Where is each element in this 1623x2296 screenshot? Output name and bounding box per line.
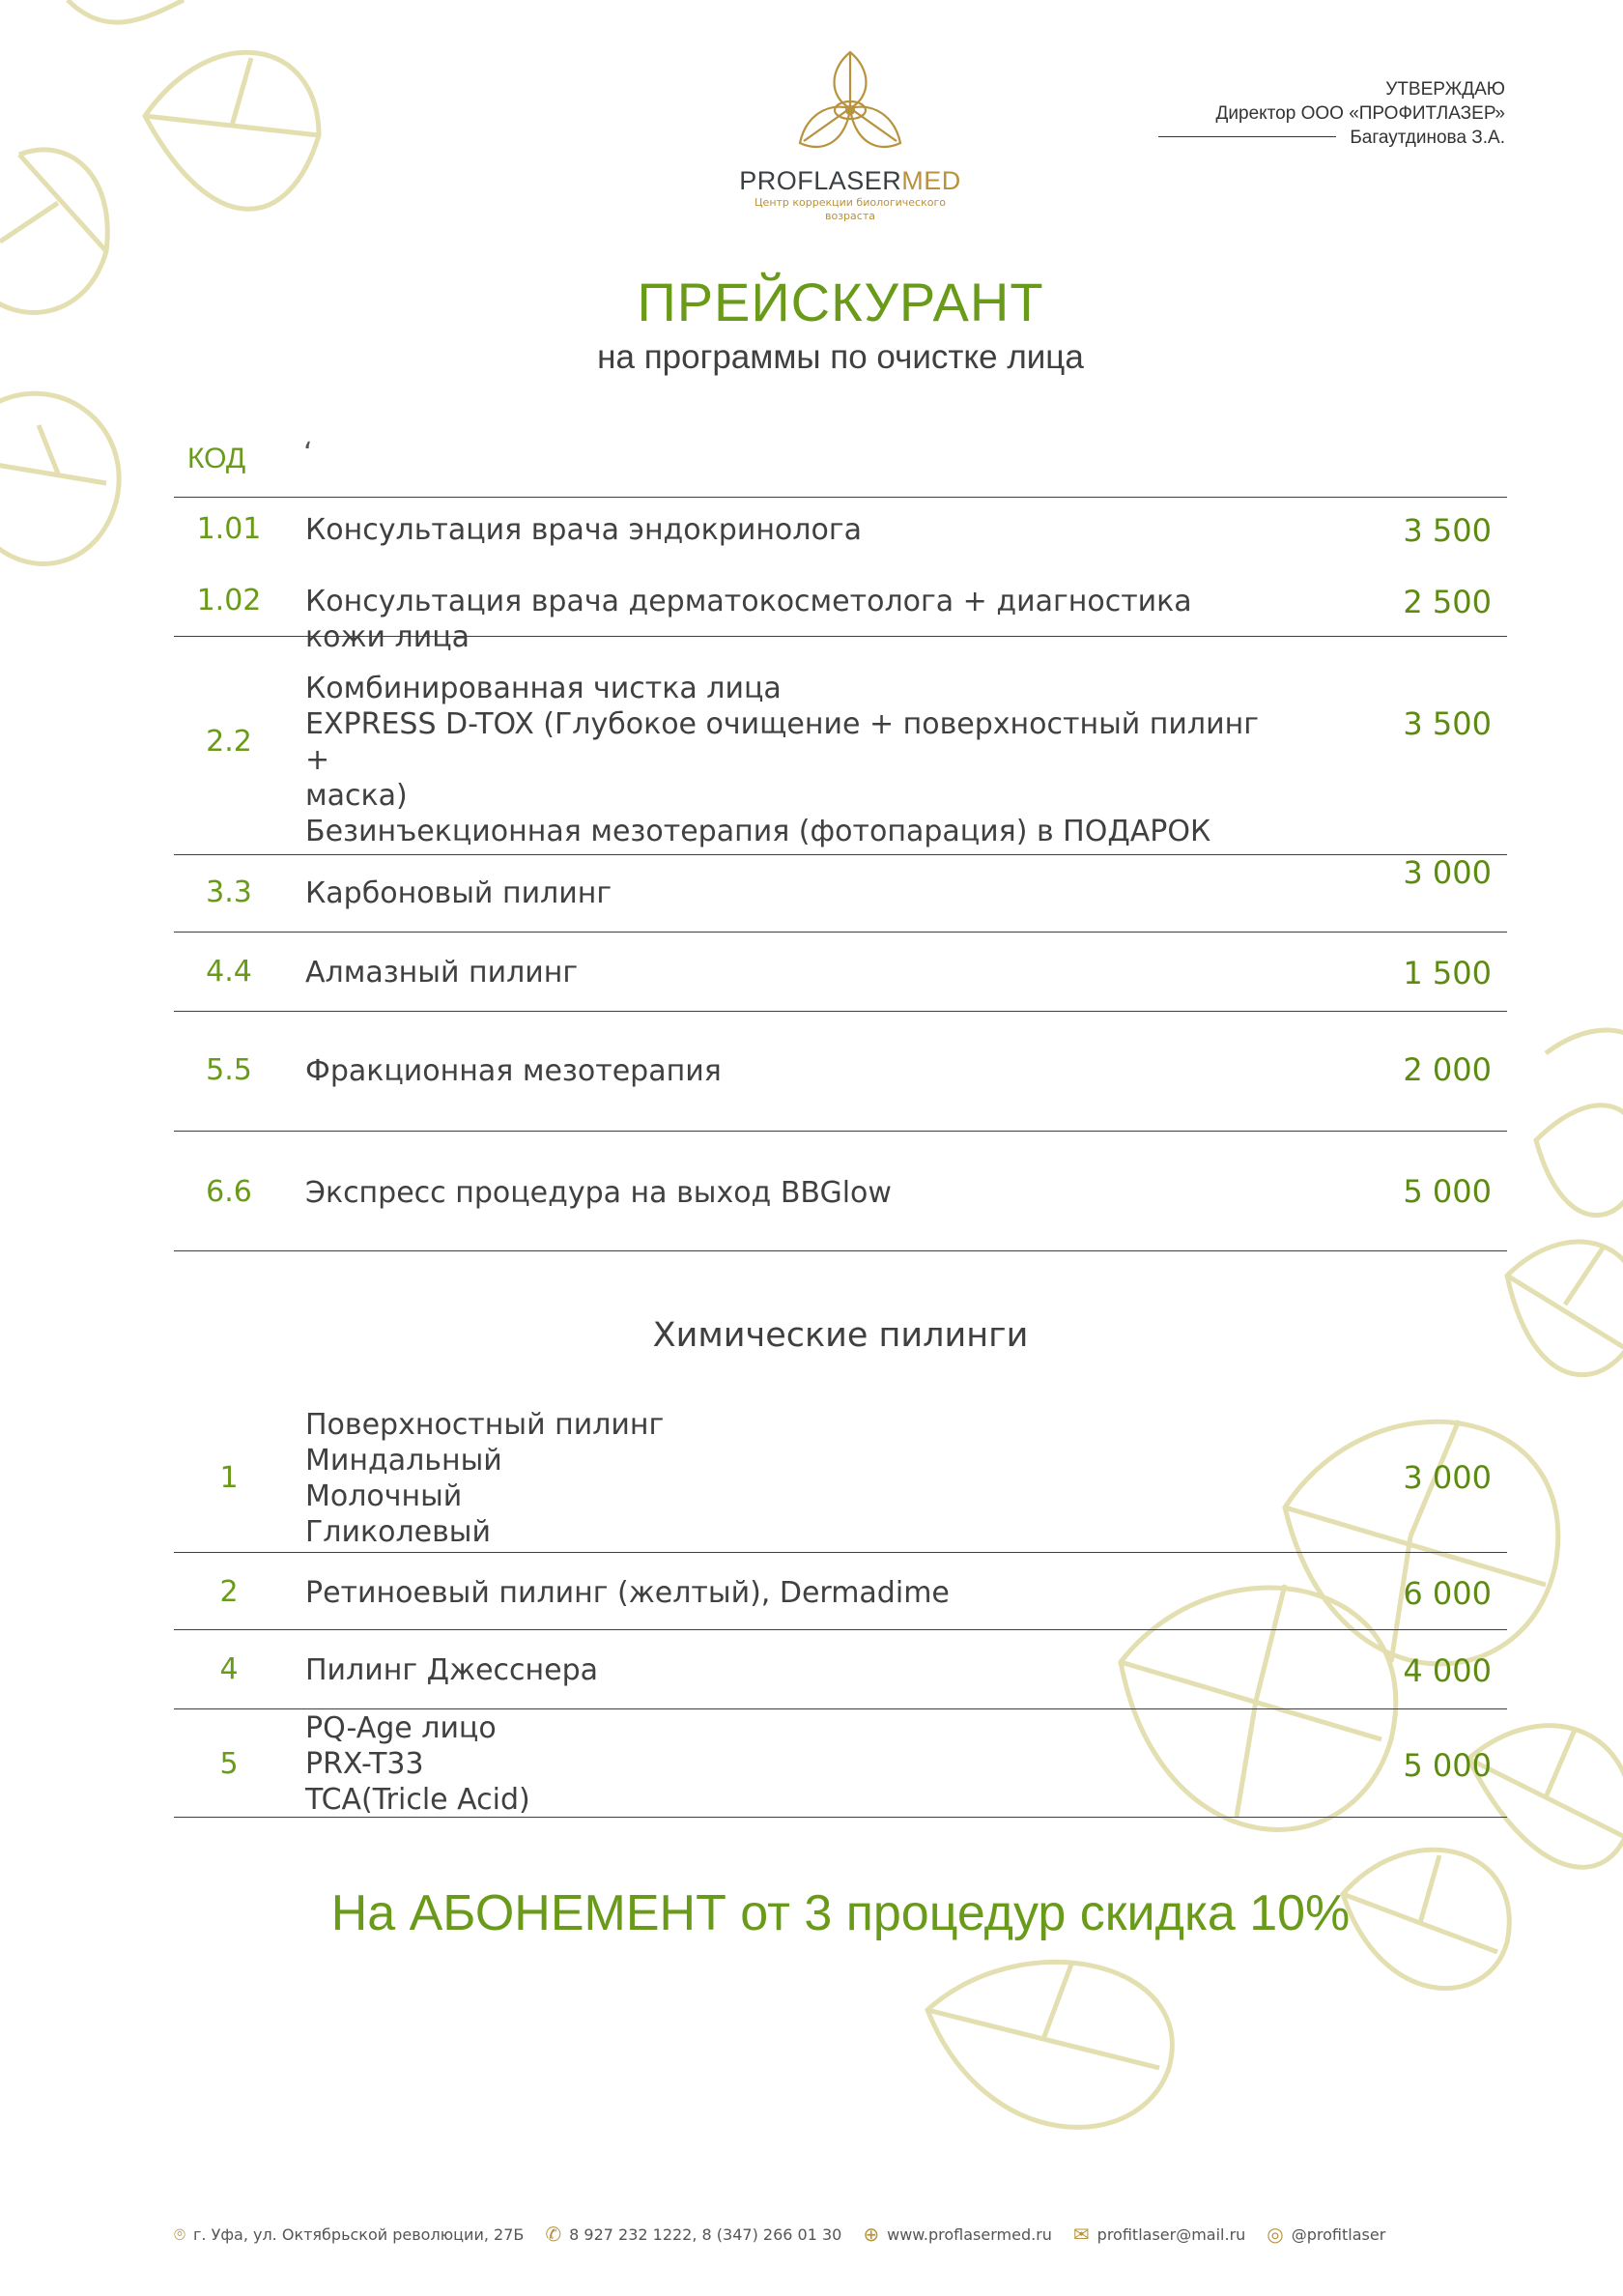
- table-row: [174, 932, 1507, 1013]
- service-code: 4: [219, 1652, 239, 1686]
- footer-website[interactable]: ⊕ www.proflasermed.ru: [863, 2223, 1052, 2246]
- section-title: Химические пилинги: [652, 1316, 1029, 1355]
- service-price: 6 000: [1403, 1575, 1492, 1612]
- service-price: 3 000: [1403, 854, 1492, 891]
- service-name: Поверхностный пилинг Миндальный Молочный Гликолевый: [305, 1408, 665, 1549]
- service-code: 5.5: [206, 1053, 252, 1087]
- service-code: 6.6: [206, 1175, 252, 1209]
- service-price: 3 000: [1403, 1459, 1492, 1496]
- table-row: [174, 1629, 1507, 1708]
- signature-line: [1158, 136, 1336, 137]
- service-price: 5 000: [1403, 1173, 1492, 1210]
- service-name: Экспресс процедура на выход BBGlow: [305, 1176, 892, 1210]
- service-code: 1.02: [196, 584, 262, 617]
- brand-logo: [734, 46, 966, 249]
- service-name: Ретиноевый пилинг (желтый), Dermadime: [305, 1576, 950, 1610]
- instagram-icon: ◎: [1267, 2223, 1284, 2246]
- service-price: 2 500: [1403, 584, 1492, 620]
- service-name: Карбоновый пилинг: [305, 876, 612, 910]
- service-code: 1: [219, 1461, 239, 1495]
- page-title: ПРЕЙСКУРАНТ: [637, 272, 1044, 332]
- globe-icon: ⊕: [863, 2223, 880, 2246]
- table-row: [174, 1708, 1507, 1817]
- approval-signature: Багаутдинова З.А.: [1158, 126, 1505, 150]
- location-pin-icon: ⌾: [174, 2223, 185, 2246]
- footer: [174, 2223, 1468, 2246]
- table-row: [174, 854, 1507, 932]
- table-divider: [174, 1817, 1507, 1818]
- page-subtitle: на программы по очистке лица: [597, 338, 1084, 376]
- table-row: [174, 1011, 1507, 1131]
- promo-banner: На АБОНЕМЕНТ от 3 процедур скидка 10%: [330, 1885, 1351, 1941]
- brand-tagline: Центр коррекции биологического возраста: [755, 196, 946, 222]
- mail-icon: ✉: [1072, 2223, 1090, 2246]
- footer-email[interactable]: ✉ profitlaser@mail.ru: [1072, 2223, 1246, 2246]
- service-code: 3.3: [206, 875, 252, 909]
- service-name: Консультация врача эндокринолога: [305, 513, 862, 547]
- service-name: Алмазный пилинг: [305, 956, 579, 990]
- footer-instagram[interactable]: ◎ @profitlaser: [1267, 2223, 1386, 2246]
- service-price: 3 500: [1403, 512, 1492, 549]
- trinity-logo-icon: [792, 46, 908, 162]
- service-code: 5: [219, 1747, 239, 1781]
- service-price: 3 500: [1403, 705, 1492, 742]
- table-row: [174, 497, 1507, 564]
- table-divider: [174, 1250, 1507, 1251]
- brand-name: PROFLASERMED: [739, 166, 961, 195]
- approval-position: Директор ООО «ПРОФИТЛАЗЕР»: [1215, 103, 1505, 124]
- service-name: Комбинированная чистка лица EXPRESS D-TOX (Глубокое очищение + поверхностный пилинг + маска) Безинъекционная мезотерапия (фотопарация) в ПОДАРОК: [305, 672, 1259, 848]
- service-code: 2.2: [206, 725, 252, 759]
- phone-icon: ✆: [545, 2223, 562, 2246]
- table-row: [174, 1552, 1507, 1629]
- service-name: PQ-Age лицо PRX-T33 TCA(Tricle Acid): [305, 1711, 530, 1817]
- service-code: 2: [219, 1575, 239, 1609]
- service-name: Консультация врача дерматокосметолога + диагностика кожи лица: [305, 585, 1192, 654]
- service-price: 4 000: [1403, 1652, 1492, 1689]
- approval-block: [1158, 77, 1505, 150]
- service-name: Пилинг Джесснера: [305, 1653, 599, 1687]
- table-row: [174, 636, 1507, 854]
- table-row: [174, 570, 1507, 654]
- service-code: 4.4: [206, 955, 252, 989]
- service-name: Фракционная мезотерапия: [305, 1054, 722, 1088]
- service-price: 2 000: [1403, 1051, 1492, 1088]
- service-code: 1.01: [196, 512, 262, 546]
- column-header-code: КОД: [187, 443, 246, 474]
- table-row: [174, 1403, 1507, 1552]
- service-price: 1 500: [1403, 955, 1492, 991]
- column-header-name: ‘: [303, 437, 313, 471]
- footer-phones[interactable]: ✆ 8 927 232 1222, 8 (347) 266 01 30: [545, 2223, 842, 2246]
- footer-address: ⌾ г. Уфа, ул. Октябрьской революции, 27Б: [174, 2223, 525, 2246]
- table-row: [174, 1131, 1507, 1250]
- service-price: 5 000: [1403, 1747, 1492, 1784]
- approval-title: УТВЕРЖДАЮ: [1385, 79, 1505, 100]
